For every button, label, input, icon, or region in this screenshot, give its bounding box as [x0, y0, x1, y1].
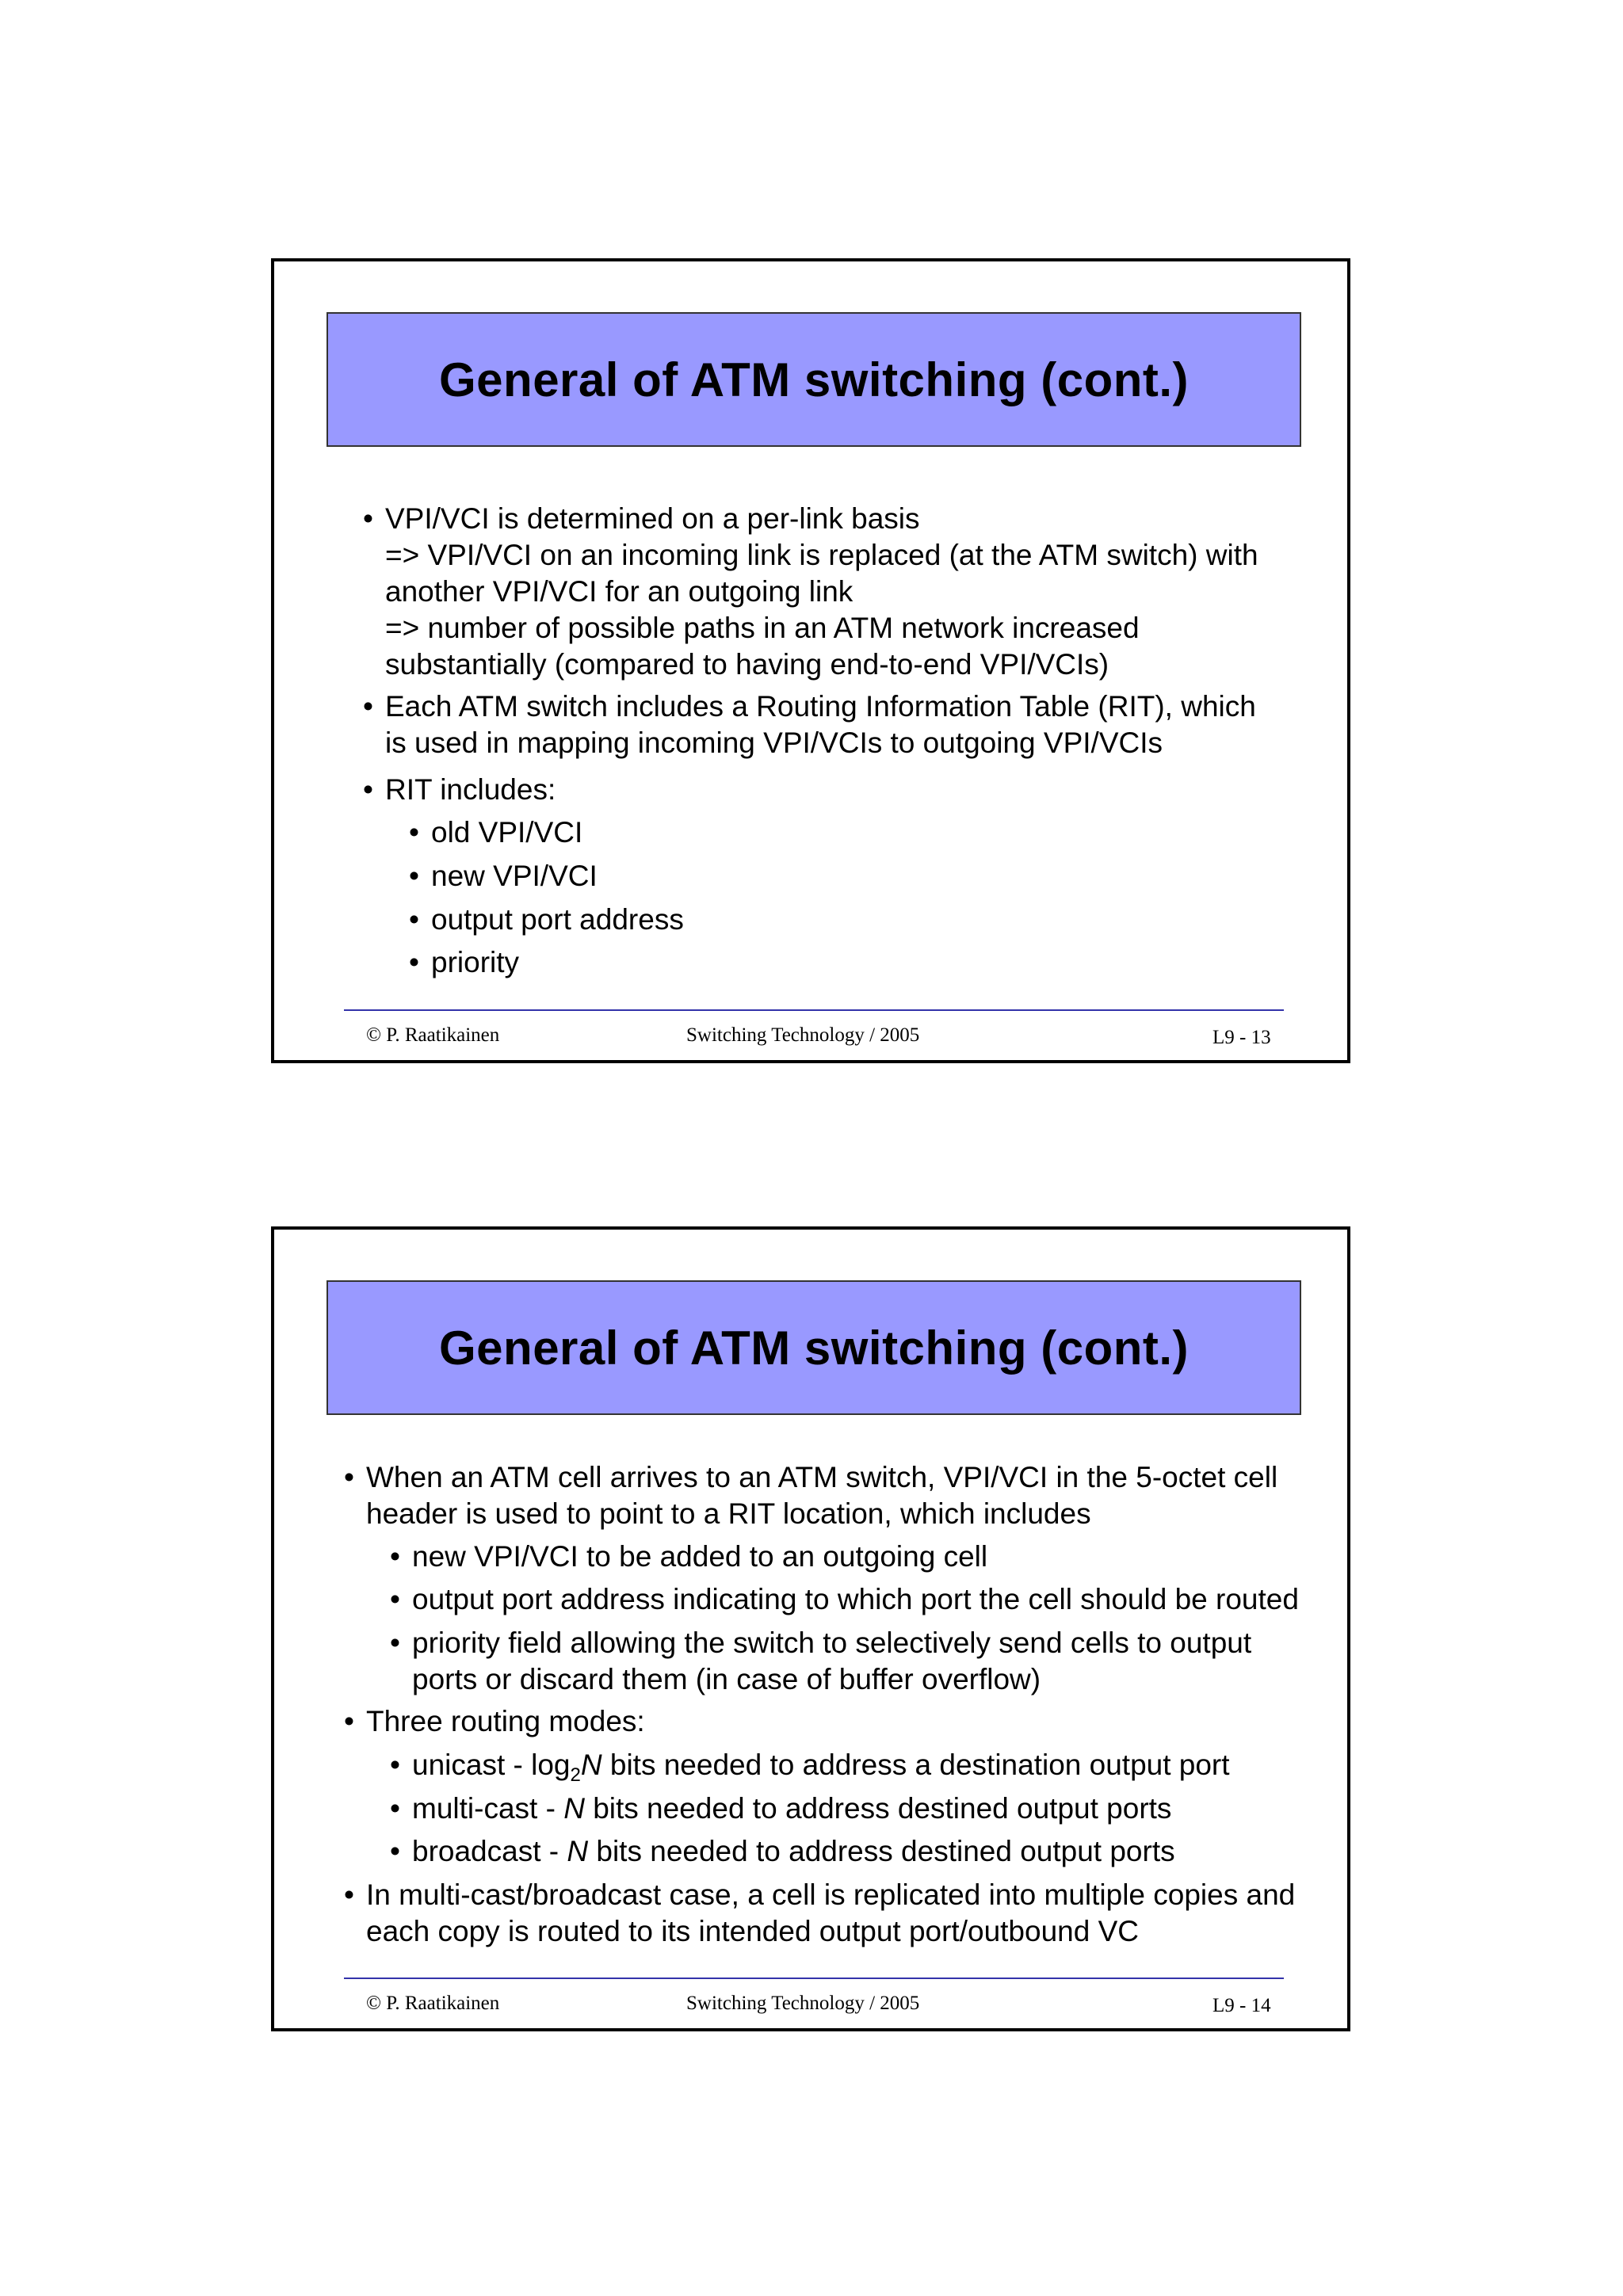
sub-bullet-item: [390, 1581, 1299, 1618]
bullet-line: output port address: [431, 903, 684, 936]
bullet-glyph: •: [409, 816, 419, 849]
bullet-line: priority: [431, 946, 520, 978]
bullet-line: each copy is routed to its intended output port/outbound VC: [366, 1915, 1139, 1947]
italic-n: N: [563, 1792, 585, 1825]
sub-bullet-item: [390, 1539, 987, 1575]
bullet-line: ports or discard them (in case of buffer overflow): [412, 1663, 1041, 1695]
bullet-glyph: •: [390, 1792, 400, 1825]
bullet-item: [363, 688, 1256, 761]
bullet-line: old VPI/VCI: [431, 816, 583, 849]
bullet-glyph: •: [344, 1705, 354, 1737]
footer-page-number: L9 - 14: [1212, 1995, 1271, 2016]
bullet-glyph: •: [409, 903, 419, 936]
bullet-item: [344, 1459, 1277, 1532]
bullet-glyph: •: [363, 773, 373, 806]
bullet-line: When an ATM cell arrives to an ATM switch, VPI/VCI in the 5-octet cell: [366, 1461, 1278, 1493]
bullet-line: new VPI/VCI: [431, 860, 598, 892]
bullet-item: [363, 501, 1258, 683]
bullet-line: multi-cast - N bits needed to address destined output ports: [412, 1792, 1172, 1825]
bullet-glyph: •: [409, 860, 419, 892]
subscript-two: 2: [570, 1764, 581, 1786]
footer-course: Switching Technology / 2005: [686, 1024, 920, 1046]
sub-bullet-item: [390, 1625, 1251, 1698]
footer-author: © P. Raatikainen: [366, 1993, 500, 2014]
bullet-line: new VPI/VCI to be added to an outgoing cell: [412, 1540, 988, 1573]
footer-course: Switching Technology / 2005: [686, 1993, 920, 2014]
bullet-glyph: •: [344, 1461, 354, 1493]
bullet-glyph: •: [409, 946, 419, 978]
bullet-item: [363, 772, 556, 808]
bullet-glyph: •: [363, 690, 373, 723]
footer-page-number: L9 - 13: [1212, 1027, 1271, 1048]
sub-bullet-item: [390, 1833, 1175, 1870]
sub-bullet-item: [409, 902, 684, 938]
sub-bullet-item: [409, 858, 598, 894]
bullet-glyph: •: [390, 1749, 400, 1781]
sub-bullet-item: [409, 944, 519, 981]
bullet-line: Three routing modes:: [366, 1705, 645, 1737]
bullet-line: VPI/VCI is determined on a per-link basis: [385, 502, 920, 535]
bullet-glyph: •: [344, 1878, 354, 1911]
bullet-glyph: •: [390, 1835, 400, 1867]
slide-title-box: [327, 312, 1301, 447]
bullet-line: In multi-cast/broadcast case, a cell is replicated into multiple copies and: [366, 1878, 1296, 1911]
bullet-item: [344, 1703, 645, 1740]
bullet-line: broadcast - N bits needed to address destined output ports: [412, 1835, 1175, 1867]
slide-title-box: [327, 1280, 1301, 1415]
bullet-glyph: •: [363, 502, 373, 535]
slide-title: General of ATM switching (cont.): [439, 1321, 1189, 1375]
bullet-line: RIT includes:: [385, 773, 556, 806]
italic-n: N: [580, 1749, 602, 1781]
bullet-line: substantially (compared to having end-to-end VPI/VCIs): [385, 648, 1109, 681]
footer-rule: [344, 1009, 1284, 1011]
sub-bullet-item: [409, 814, 582, 851]
slide-title: General of ATM switching (cont.): [439, 353, 1189, 406]
bullet-line: is used in mapping incoming VPI/VCIs to outgoing VPI/VCIs: [385, 727, 1163, 759]
sub-bullet-item: [390, 1747, 1230, 1786]
bullet-line: priority field allowing the switch to selectively send cells to output: [412, 1627, 1252, 1659]
footer-author: © P. Raatikainen: [366, 1024, 500, 1046]
footer-rule: [344, 1978, 1284, 1979]
bullet-line: another VPI/VCI for an outgoing link: [385, 575, 854, 608]
bullet-line: header is used to point to a RIT location, which includes: [366, 1497, 1091, 1530]
bullet-line: => VPI/VCI on an incoming link is replaced (at the ATM switch) with: [385, 539, 1258, 571]
bullet-line: => number of possible paths in an ATM network increased: [385, 612, 1140, 644]
sub-bullet-item: [390, 1791, 1171, 1827]
bullet-item: [344, 1877, 1295, 1950]
bullet-line: unicast - $\log_2N$ bits needed to address a destination output port: [412, 1749, 1230, 1786]
slide-l9-14: [271, 1226, 1350, 2031]
bullet-line: Each ATM switch includes a Routing Information Table (RIT), which: [385, 690, 1256, 723]
slide-l9-13: [271, 258, 1350, 1063]
bullet-glyph: •: [390, 1583, 400, 1615]
bullet-line: output port address indicating to which port the cell should be routed: [412, 1583, 1299, 1615]
bullet-glyph: •: [390, 1540, 400, 1573]
bullet-glyph: •: [390, 1627, 400, 1659]
italic-n: N: [567, 1835, 589, 1867]
